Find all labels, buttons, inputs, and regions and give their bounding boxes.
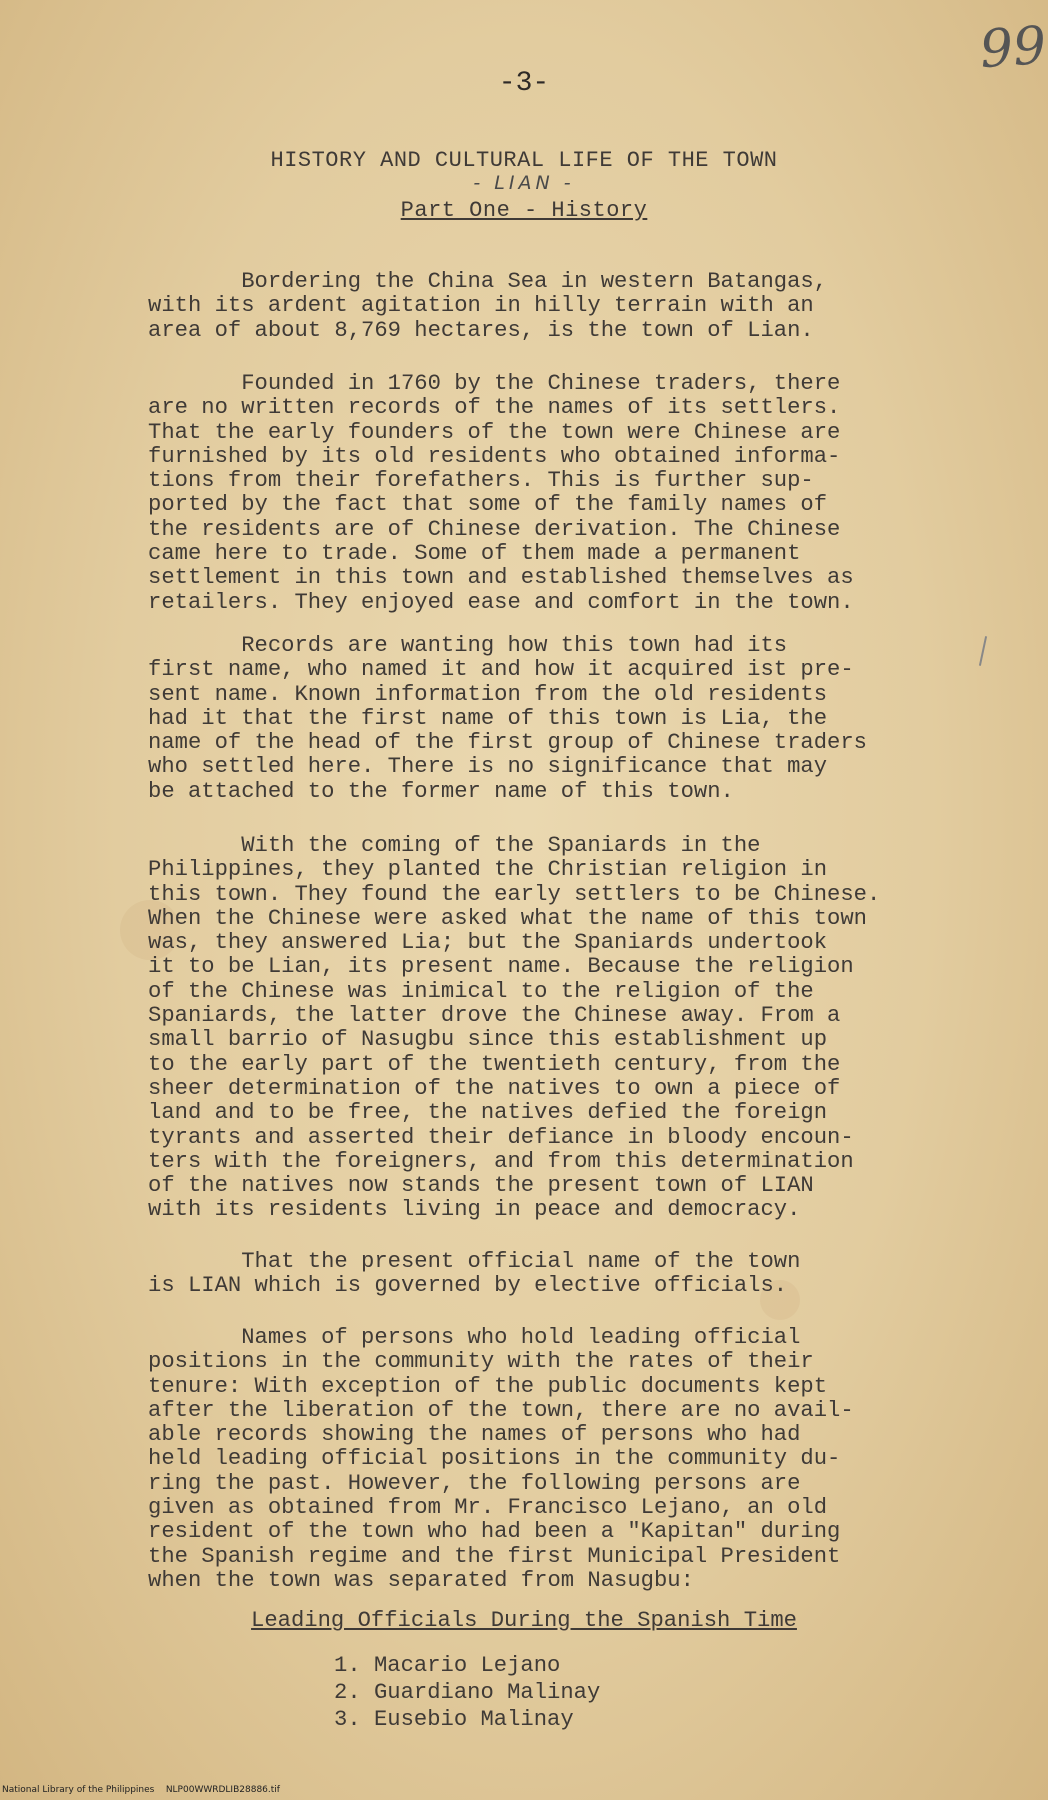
list-item: 2. Guardiano Malinay [334, 1680, 601, 1705]
officials-heading: Leading Officials During the Spanish Time [251, 1608, 797, 1633]
margin-mark [979, 636, 987, 666]
part-title: Part One - History [400, 198, 648, 223]
document-title: HISTORY AND CULTURAL LIFE OF THE TOWN [270, 148, 778, 173]
list-item: 3. Eusebio Malinay [334, 1707, 574, 1732]
list-item: 1. Macario Lejano [334, 1653, 561, 1678]
paragraph-geography: Bordering the China Sea in western Batangas, with its ardent agitation in hilly terrain with an area of about 8,769 hectares, is the town of Lian. [148, 269, 828, 343]
town-name: - LIAN - [473, 172, 575, 194]
handwritten-page-number: 99 [977, 15, 1048, 81]
officials-list [334, 1652, 600, 1733]
page-number: -3- [498, 68, 550, 99]
paragraph-official-name: That the present official name of the town is LIAN which is governed by elective officials. [148, 1249, 801, 1299]
footer-source: National Library of the Philippines [2, 1785, 155, 1795]
paragraph-officials-intro: Names of persons who hold leading official positions in the community with the rates of their tenure: With exception of the public documents kept after the liberation of the town, there are no avail- able records showing the names of persons who had held leading official positions in the community du- ring the past. However, the following persons are given as obtained from Mr. Francisco Lejano, an old resident of the town who had been a "Kapitan" during the Spanish regime and the first Municipal President when the town was separated from Nasugbu: [148, 1325, 854, 1593]
paragraph-founding: Founded in 1760 by the Chinese traders, there are no written records of the names of its settlers. That the early founders of the town were Chinese are furnished by its old residents who obtained informa- tions from their forefathers. This is further sup- ported by the fact that some of the family names of the residents are of Chinese derivation. The Chinese came here to trade. Some of them made a permanent settlement in this town and established themselves as retailers. They enjoyed ease and comfort in the town. [148, 371, 854, 615]
footer [2, 1785, 280, 1795]
paragraph-name-origin: Records are wanting how this town had its first name, who named it and how it acquired ist pre- sent name. Known information from the old residents had it that the first name of this town is Lia, the name of the head of the first group of Chinese traders who settled here. There is no significance that may be attached to the former name of this town. [148, 633, 867, 804]
footer-file: NLP00WWRDLIB28886.tif [165, 1785, 280, 1795]
paragraph-spaniards: With the coming of the Spaniards in the Philippines, they planted the Christian religion in this town. They found the early settlers to be Chinese. When the Chinese were asked what the name of this town was, they answered Lia; but the Spaniards undertook it to be Lian, its present name. Because the religion of the Chinese was inimical to the religion of the Spaniards, the latter drove the Chinese away. From a small barrio of Nasugbu since this establishment up to the early part of the twentieth century, from the sheer determination of the natives to own a piece of land and to be free, the natives defied the foreign tyrants and asserted their defiance in bloody encoun- ters with the foreigners, and from this determination of the natives now stands the present town of LIAN with its residents living in peace and democracy. [148, 833, 881, 1223]
